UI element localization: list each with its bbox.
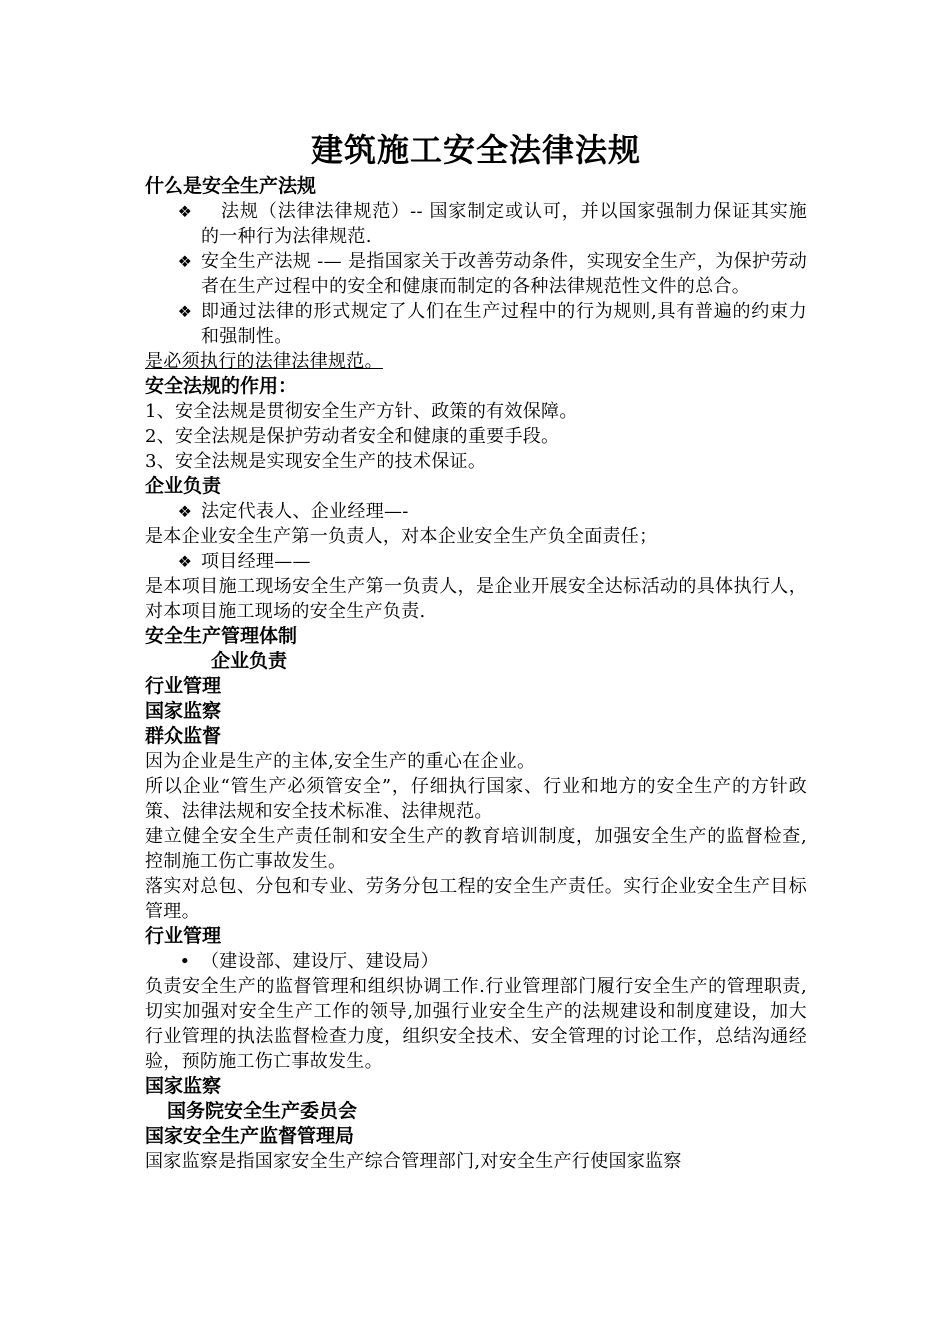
section-heading-state-supervision: 国家监察 — [145, 1075, 222, 1097]
section-heading-industry-management: 行业管理 — [145, 925, 222, 947]
bullet-text: 项目经理—— — [201, 551, 311, 572]
numbered-line: 2、安全法规是保护劳动者安全和健康的重要手段。 — [145, 426, 560, 447]
bullet-text: 法规（法律法律规范）-- 国家制定或认可，并以国家强制力保证其实施的一种行为法律规范. — [201, 201, 807, 247]
paragraph: 负责安全生产的监督管理和组织协调工作.行业管理部门履行安全生产的管理职责,切实加强对安全生产工作的领导,加强行业安全生产的法规建设和制度建设，加大行业管理的执法监督检查力度，组织安全技术、安全管理的讨论工作，总结沟通经验，预防施工伤亡事故发生。 — [145, 976, 807, 1072]
document-title: 建筑施工安全法律法规 — [310, 131, 641, 169]
diamond-bullet-icon: ❖ — [177, 552, 193, 571]
subheading-public-supervision: 群众监督 — [145, 725, 222, 747]
dot-bullet-icon: • — [179, 951, 191, 972]
bullet-item — [145, 199, 807, 249]
subheading-state-council-committee: 国务院安全生产委员会 — [167, 1100, 358, 1122]
underlined-statement: 是必须执行的法律法律规范。 — [145, 351, 383, 372]
diamond-bullet-icon: ❖ — [177, 252, 193, 271]
numbered-line: 3、安全法规是实现安全生产的技术保证。 — [145, 451, 487, 472]
paragraph: 因为企业是生产的主体,安全生产的重心在企业。 — [145, 751, 536, 772]
subheading-state-safety-bureau: 国家安全生产监督管理局 — [145, 1125, 355, 1147]
numbered-line: 1、安全法规是贯彻安全生产方针、政策的有效保障。 — [145, 401, 578, 422]
bullet-text: 即通过法律的形式规定了人们在生产过程中的行为规则,具有普遍的约束力和强制性。 — [201, 301, 807, 347]
subheading-state-supervision: 国家监察 — [145, 700, 222, 722]
section-heading-management-system: 安全生产管理体制 — [145, 625, 298, 647]
bullet-text: 安全生产法规 -— 是指国家关于改善劳动条件，实现安全生产，为保护劳动者在生产过程中的安全和健康而制定的各种法律规范性文件的总合。 — [201, 251, 807, 297]
diamond-bullet-icon: ❖ — [177, 202, 193, 221]
document-page — [145, 126, 807, 1174]
diamond-bullet-icon: ❖ — [177, 302, 193, 321]
section-heading-enterprise-responsibility: 企业负责 — [145, 475, 222, 497]
section-heading-what-is-safety-law: 什么是安全生产法规 — [145, 175, 317, 197]
diamond-bullet-icon: ❖ — [177, 502, 193, 521]
subheading-industry-management: 行业管理 — [145, 675, 222, 697]
bullet-text: （建设部、建设厅、建设局） — [201, 951, 439, 972]
paragraph: 落实对总包、分包和专业、劳务分包工程的安全生产责任。实行企业安全生产目标管理。 — [145, 876, 807, 922]
bullet-item — [145, 549, 807, 574]
bullet-text: 法定代表人、企业经理—- — [201, 501, 409, 522]
paragraph: 是本企业安全生产第一负责人，对本企业安全生产负全面责任； — [145, 526, 658, 547]
section-heading-role-of-safety-law: 安全法规的作用： — [145, 375, 298, 397]
subheading-enterprise-responsibility: 企业负责 — [211, 650, 288, 672]
bullet-item — [145, 949, 807, 974]
bullet-item — [145, 499, 807, 524]
bullet-item — [145, 249, 807, 299]
paragraph: 所以企业“管生产必须管安全”，仔细执行国家、行业和地方的安全生产的方针政策、法律法规和安全技术标准、法律规范。 — [145, 776, 807, 822]
paragraph: 国家监察是指国家安全生产综合管理部门,对安全生产行使国家监察 — [145, 1151, 682, 1172]
paragraph: 是本项目施工现场安全生产第一负责人，是企业开展安全达标活动的具体执行人，对本项目施工现场的安全生产负责. — [145, 576, 807, 622]
paragraph: 建立健全安全生产责任制和安全生产的教育培训制度，加强安全生产的监督检查,控制施工伤亡事故发生。 — [145, 826, 807, 872]
bullet-item — [145, 299, 807, 349]
